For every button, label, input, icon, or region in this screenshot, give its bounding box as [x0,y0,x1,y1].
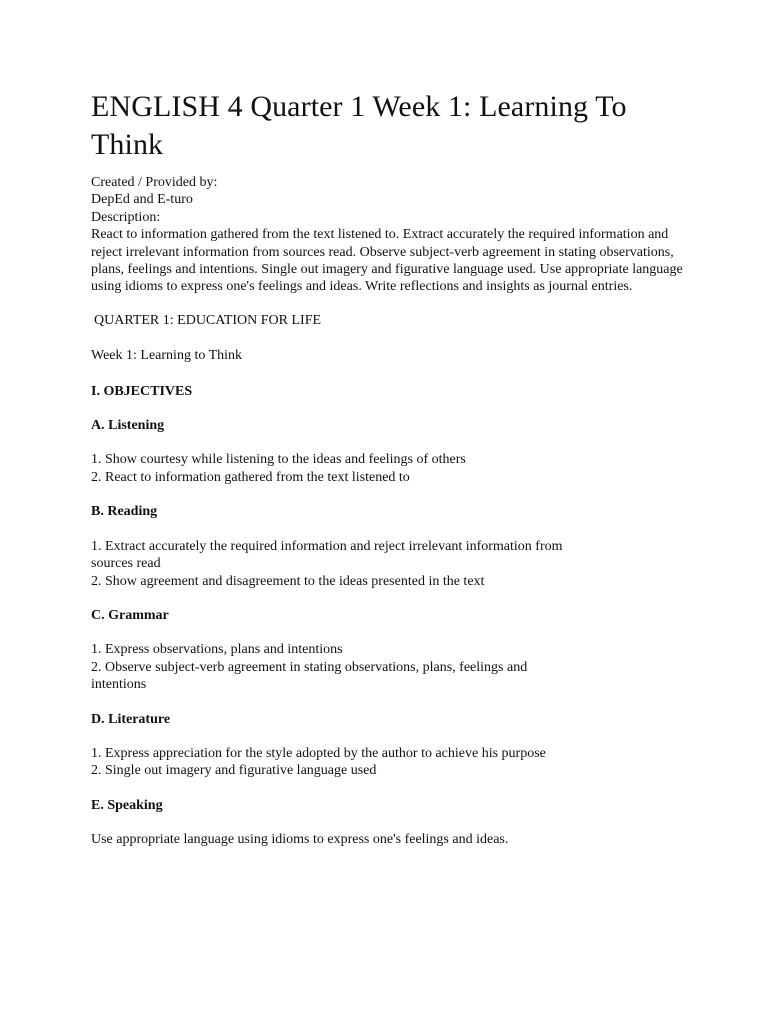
list-item: 1. Show courtesy while listening to the ideas and feelings of others [91,452,466,468]
literature-list [91,745,688,780]
list-item: 2. Single out imagery and figurative language used [91,763,377,779]
page-title: ENGLISH 4 Quarter 1 Week 1: Learning To Think [91,90,627,161]
list-item: 2. React to information gathered from the text listened to [91,469,410,485]
provider-name: DepEd and E-turo [91,192,193,208]
section-heading-grammar: C. Grammar [91,607,169,623]
reading-list [91,538,571,590]
speaking-text: Use appropriate language using idioms to express one's feelings and ideas. [91,832,509,848]
grammar-list [91,641,571,693]
created-label: Created / Provided by: [91,175,218,190]
list-item: 1. Express observations, plans and intentions [91,642,343,658]
objectives-heading: I. OBJECTIVES [91,383,193,399]
description-text: React to information gathered from the text listened to. Extract accurately the required information and reject irrelevant information from sources read. Observe subject-verb agreement in stating observations, plans, feelings and intentions. Single out imagery and figurative language used. Use appropriate language using idioms to express one's feelings and ideas. Write reflections and insights as journal entries. [91,227,683,295]
week-title: Week 1: Learning to Think [91,348,243,364]
section-heading-speaking: E. Speaking [91,797,163,813]
list-item: 1. Express appreciation for the style adopted by the author to achieve his purpose [91,745,546,761]
section-heading-literature: D. Literature [91,711,171,727]
section-heading-reading: B. Reading [91,504,158,520]
section-heading-listening: A. Listening [91,418,165,434]
description-label: Description: [91,209,161,225]
quarter-title: QUARTER 1: EDUCATION FOR LIFE [94,312,322,328]
list-item: 1. Extract accurately the required information and reject irrelevant information from sources read [91,538,563,572]
list-item: 2. Observe subject-verb agreement in stating observations, plans, feelings and intentions [91,659,528,693]
listening-list [91,451,688,486]
list-item: 2. Show agreement and disagreement to the ideas presented in the text [91,573,485,589]
meta-block [91,174,688,226]
